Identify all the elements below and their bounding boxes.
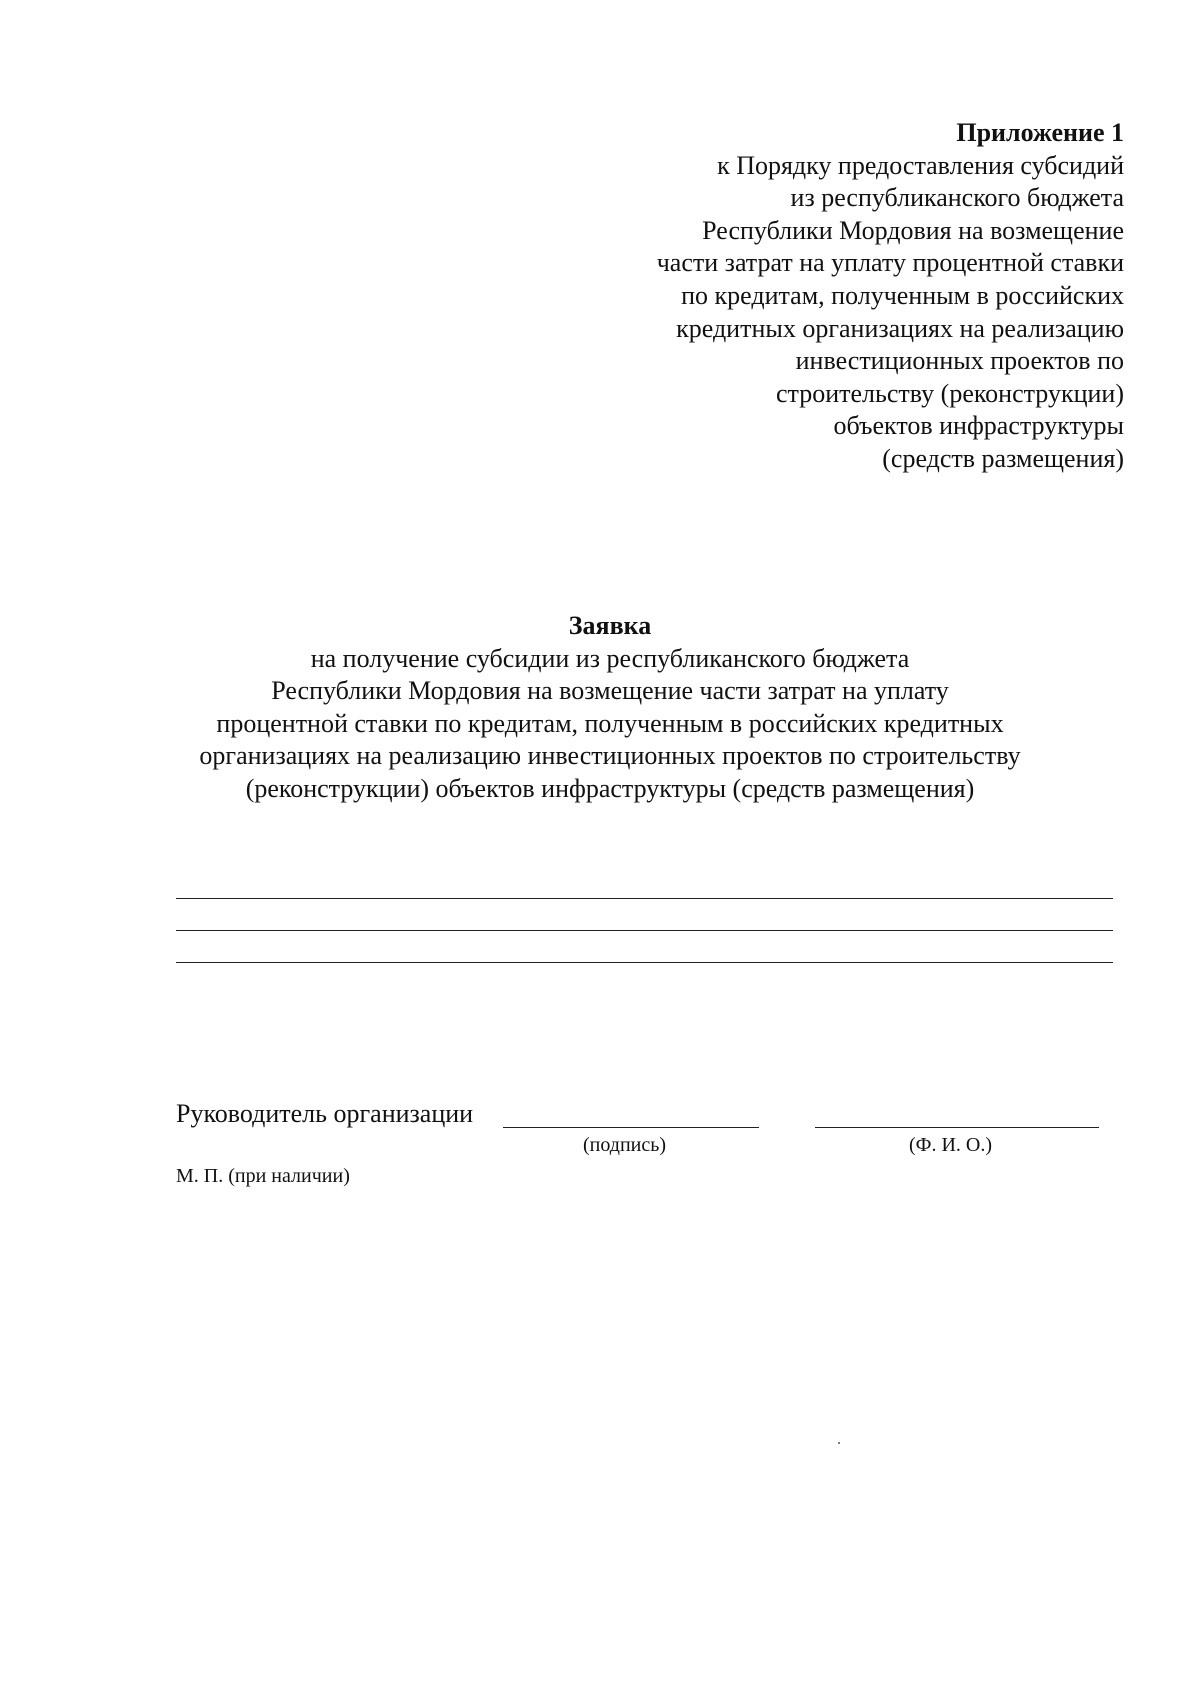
application-heading: [150, 610, 1070, 806]
stamp-note: М. П. (при наличии): [176, 1165, 350, 1187]
fill-in-line[interactable]: [176, 962, 1113, 963]
application-subtitle-line: Республики Мордовия на возмещение части затрат на уплату: [271, 676, 949, 706]
scan-speck: [838, 1442, 840, 1444]
signatory-label: Руководитель организации: [176, 1099, 474, 1128]
appendix-line: кредитных организациях на реализацию: [676, 313, 1124, 343]
application-subtitle-line: процентной ставки по кредитам, полученным в российских кредитных: [216, 708, 1004, 738]
appendix-line: (средств размещения): [882, 443, 1124, 473]
appendix-line: к Порядку предоставления субсидий: [717, 150, 1124, 180]
fill-in-line[interactable]: [176, 898, 1113, 899]
full-name-caption: (Ф. И. О.): [909, 1134, 993, 1156]
signature-field[interactable]: [503, 1127, 759, 1128]
appendix-line: по кредитам, полученным в российских: [681, 280, 1124, 310]
full-name-field[interactable]: [815, 1127, 1099, 1128]
appendix-title: Приложение 1: [956, 118, 1124, 147]
appendix-line: объектов инфраструктуры: [833, 411, 1124, 441]
signature-caption: (подпись): [583, 1134, 667, 1156]
appendix-line: части затрат на уплату процентной ставки: [656, 248, 1124, 278]
appendix-line: из республиканского бюджета: [790, 183, 1124, 213]
appendix-line: инвестиционных проектов по: [795, 346, 1124, 376]
application-subtitle-line: организациях на реализацию инвестиционных проектов по строительству: [199, 741, 1021, 771]
fill-in-line[interactable]: [176, 930, 1113, 931]
application-subtitle-line: на получение субсидии из республиканского бюджета: [310, 643, 910, 673]
appendix-header: [564, 117, 1124, 476]
appendix-line: Республики Мордовия на возмещение: [702, 215, 1124, 245]
application-title: Заявка: [568, 611, 652, 640]
appendix-line: строительству (реконструкции): [776, 378, 1124, 408]
application-subtitle-line: (реконструкции) объектов инфраструктуры (средств размещения): [245, 773, 975, 803]
